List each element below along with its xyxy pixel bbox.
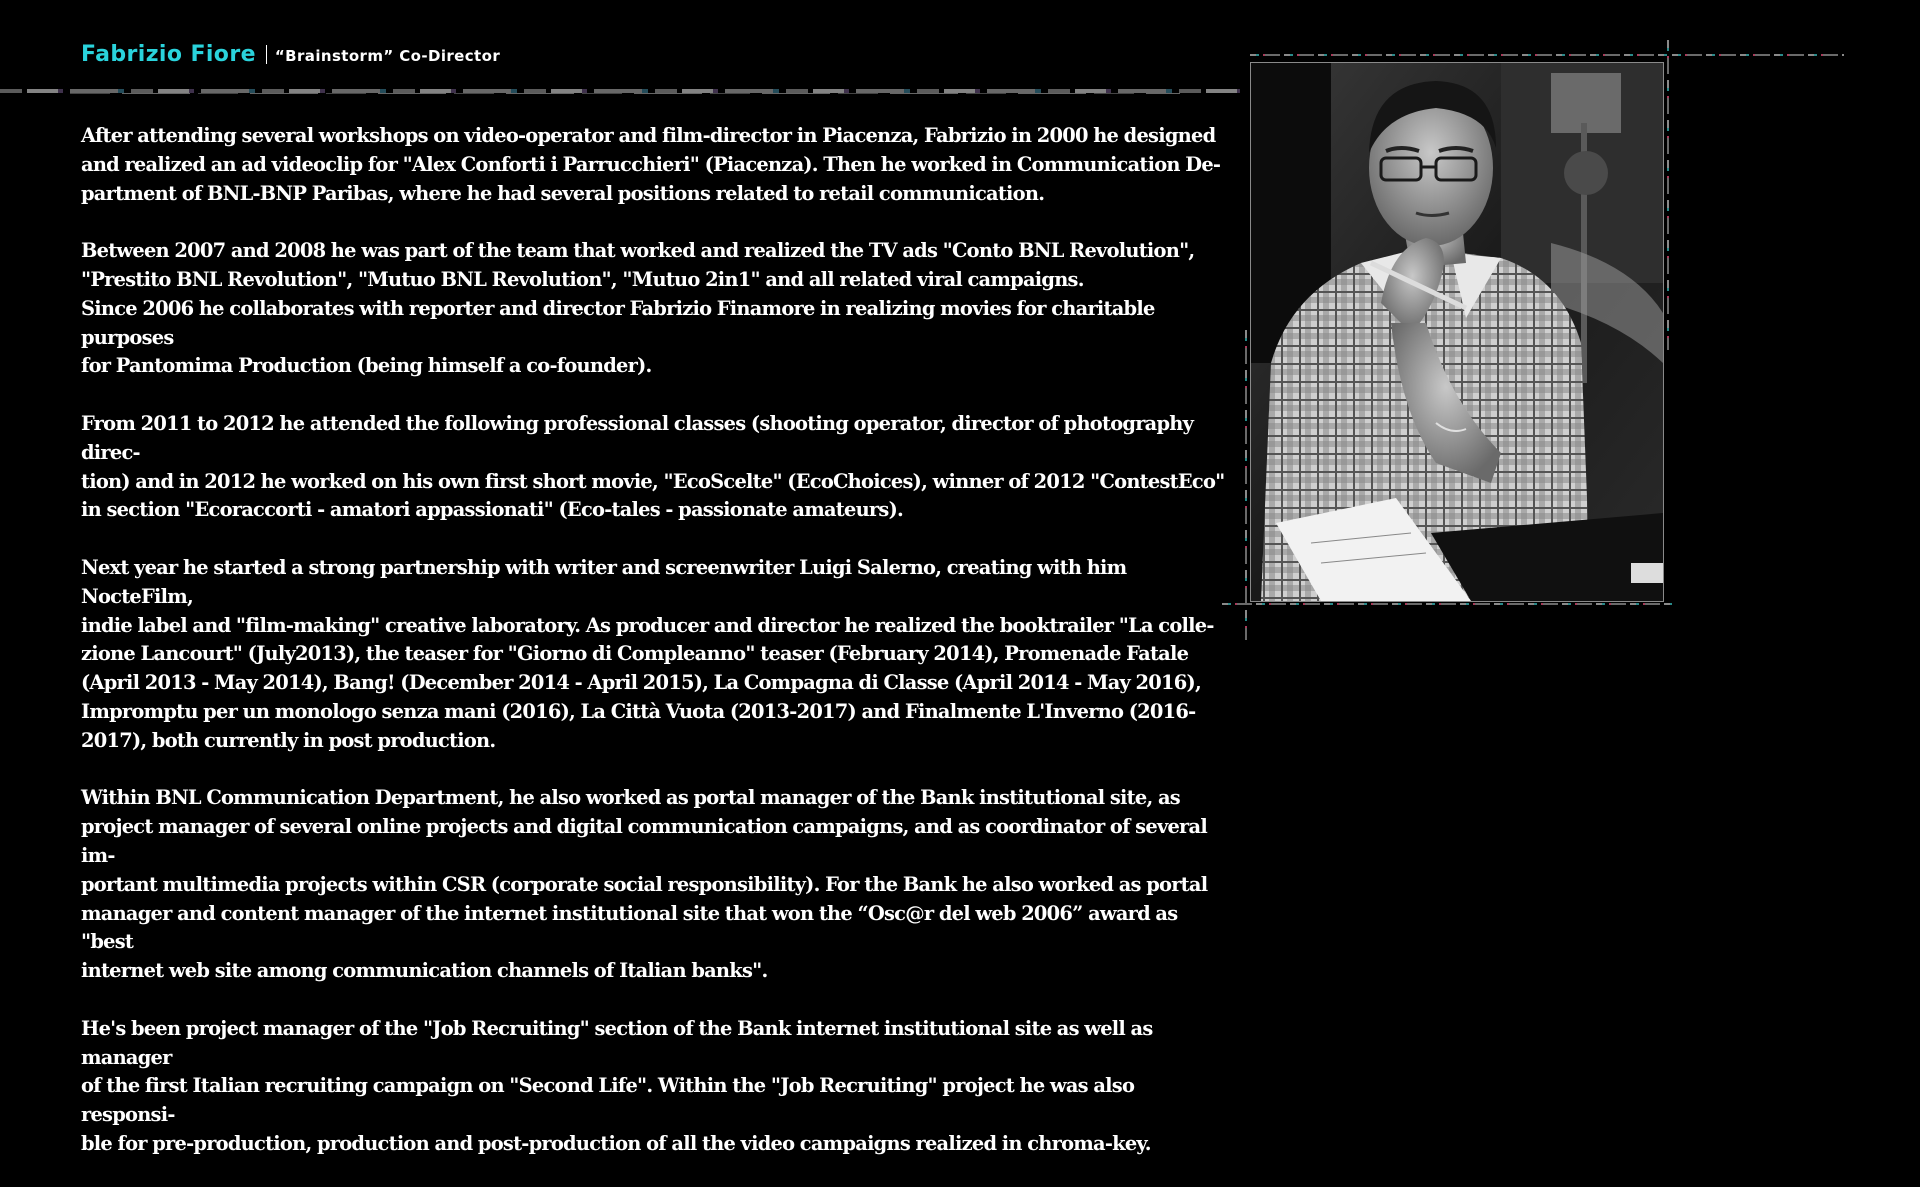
photo-frame-glitch-top bbox=[1250, 54, 1670, 56]
bio-paragraph-6: He's been project manager of the "Job Recruiting" section of the Bank internet institutional site as well as manager of the first Italian recruiting campaign on "Second Life". Within the "Job Recruiting" project he was also responsi- ble for pre-production, production and post-production of all the video campaigns realized in chroma-key. bbox=[81, 1016, 1153, 1155]
photo-frame-glitch-left bbox=[1245, 330, 1247, 640]
portrait-image bbox=[1251, 63, 1663, 601]
page-header bbox=[81, 42, 500, 67]
bio-paragraph-2: Between 2007 and 2008 he was part of the team that worked and realized the TV ads "Conto BNL Revolution", "Prestito BNL Revolution", "Mutuo BNL Revolution", "Mutuo 2in1" and all related viral campaigns. Since 2006 he collaborates with reporter and director Fabrizio Finamore in realizing movies for charitable purposes for Pantomima Production (being himself a co-founder). bbox=[81, 239, 1195, 378]
photo-frame-glitch-top-right bbox=[1672, 54, 1844, 56]
person-name: Fabrizio Fiore bbox=[81, 42, 256, 67]
person-role: “Brainstorm” Co-Director bbox=[274, 47, 501, 65]
bio-paragraph-1: After attending several workshops on video-operator and film-director in Piacenza, Fabrizio in 2000 he designed and realized an ad videoclip for "Alex Conforti i Parrucchieri" (Piacenza). Then he worked in Communication De- partment of BNL-BNP Paribas, where he had several positions related to retail communication. bbox=[81, 124, 1221, 205]
portrait-photo bbox=[1250, 62, 1664, 602]
photo-frame-glitch-bottom bbox=[1222, 603, 1672, 605]
photo-frame-glitch-right bbox=[1667, 40, 1669, 350]
bio-paragraph-3: From 2011 to 2012 he attended the following professional classes (shooting operator, director of photography direc- tion) and in 2012 he worked on his own first short movie, "EcoScelte" (EcoChoices), winner of 2012 "ContestEco" in section "Ecoraccorti - amatori appassionati" (Eco-tales - passionate amateurs). bbox=[81, 411, 1225, 522]
header-divider-glitch bbox=[70, 93, 1180, 94]
bio-paragraph-5: Within BNL Communication Department, he also worked as portal manager of the Bank institutional site, as project manager of several online projects and digital communication campaigns, and as coordinator of several im- portant multimedia projects within CSR (corporate social responsibility). For the Bank he also worked as portal manager and content manager of the internet institutional site that won the “Osc@r del web 2006” award as "best internet web site among communication channels of Italian banks". bbox=[81, 786, 1208, 983]
biography bbox=[81, 122, 1231, 1187]
header-separator bbox=[266, 45, 267, 64]
bio-paragraph-4: Next year he started a strong partnership with writer and screenwriter Luigi Salerno, creating with him NocteFilm, indie label and "film-making" creative laboratory. As producer and director he realized the booktrailer "La colle- zione Lancourt" (July2013), the teaser for "Giorno di Compleanno" teaser (February 2014), Promenade Fatale (April 2013 - May 2014), Bang! (December 2014 - April 2015), La Compagna di Classe (April 2014 - May 2016), Impromptu per un monologo senza mani (2016), La Città Vuota (2013-2017) and Finalmente L'Inverno (2016- 2017), both currently in post production. bbox=[81, 555, 1214, 752]
